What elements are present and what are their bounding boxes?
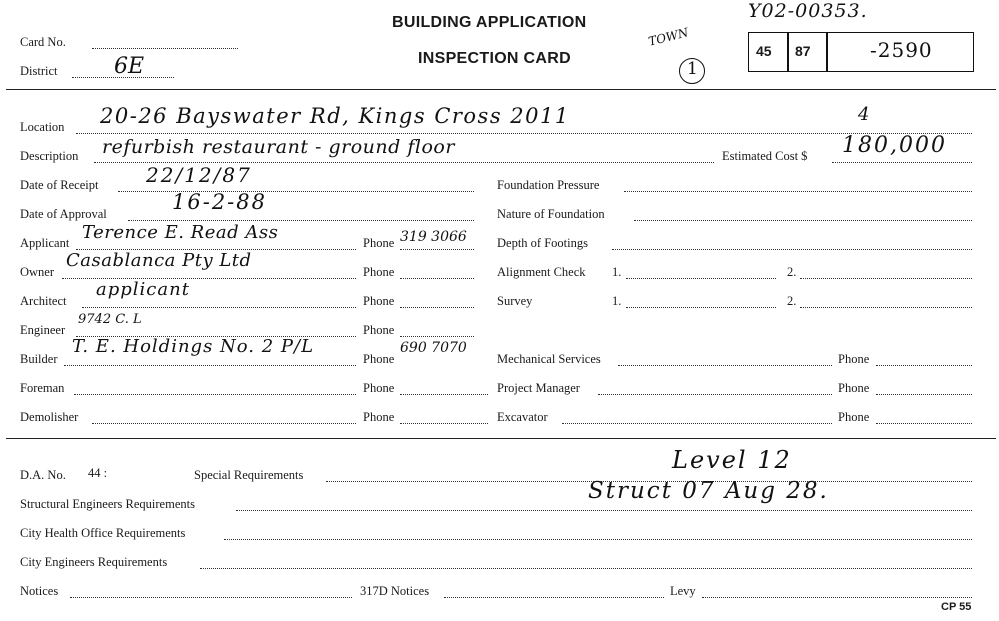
engineer-phone-field[interactable]: [400, 336, 474, 337]
form-title-line1: BUILDING APPLICATION: [392, 14, 587, 31]
reference-number-handwritten: Y02-00353.: [748, 0, 868, 22]
excavator-phone-field[interactable]: [876, 423, 972, 424]
alignment-check-label: Alignment Check: [497, 265, 586, 279]
box-cell-1: 45: [756, 43, 772, 59]
header-divider: [6, 89, 996, 90]
mechanical-services-field[interactable]: [618, 365, 832, 366]
survey-num-1: 1.: [612, 294, 622, 308]
notices-317d-label: 317D Notices: [360, 584, 430, 598]
mechanical-phone-label: Phone: [838, 352, 870, 366]
alignment-num-2: 2.: [787, 265, 797, 279]
form-code: CP 55: [941, 601, 972, 613]
survey-field-1[interactable]: [626, 307, 776, 308]
foreman-phone-label: Phone: [363, 381, 395, 395]
district-value: 6E: [114, 54, 145, 79]
da-no-value: 44 :: [88, 466, 108, 480]
architect-value: applicant: [96, 279, 190, 300]
location-value: 20-26 Bayswater Rd, Kings Cross 2011: [100, 104, 570, 128]
applicant-phone-value: 319 3066: [400, 229, 467, 245]
depth-footings-label: Depth of Footings: [497, 236, 588, 250]
applicant-phone-field[interactable]: [400, 249, 474, 250]
location-extra: 4: [858, 104, 870, 125]
excavator-phone-label: Phone: [838, 410, 870, 424]
builder-label: Builder: [20, 352, 58, 366]
special-requirements-label: Special Requirements: [194, 468, 304, 482]
notices-317d-field[interactable]: [444, 597, 664, 598]
structural-requirements-value: Struct 07 Aug 28.: [588, 478, 829, 504]
foreman-phone-field[interactable]: [400, 394, 488, 395]
form-title-line2: INSPECTION CARD: [418, 50, 571, 67]
project-manager-label: Project Manager: [497, 381, 580, 395]
owner-phone-label: Phone: [363, 265, 395, 279]
builder-phone-value: 690 7070: [400, 340, 467, 356]
demolisher-field[interactable]: [92, 423, 356, 424]
box-cell-2: 87: [795, 43, 811, 59]
district-label: District: [20, 64, 58, 78]
date-receipt-label: Date of Receipt: [20, 178, 99, 192]
project-manager-phone-label: Phone: [838, 381, 870, 395]
project-manager-field[interactable]: [598, 394, 832, 395]
notices-label: Notices: [20, 584, 59, 598]
location-label: Location: [20, 120, 65, 134]
mechanical-phone-field[interactable]: [876, 365, 972, 366]
date-approval-label: Date of Approval: [20, 207, 107, 221]
location-field[interactable]: [76, 133, 972, 134]
survey-num-2: 2.: [787, 294, 797, 308]
builder-phone-label: Phone: [363, 352, 395, 366]
demolisher-phone-label: Phone: [363, 410, 395, 424]
engineer-value: 9742 C. L: [78, 312, 142, 327]
architect-label: Architect: [20, 294, 67, 308]
box-cell-3: -2590: [870, 38, 933, 62]
owner-label: Owner: [20, 265, 55, 279]
foreman-field[interactable]: [74, 394, 356, 395]
architect-phone-field[interactable]: [400, 307, 474, 308]
alignment-num-1: 1.: [612, 265, 622, 279]
project-manager-phone-field[interactable]: [876, 394, 972, 395]
town-note: TOWN: [646, 25, 690, 49]
engineer-phone-label: Phone: [363, 323, 395, 337]
architect-phone-label: Phone: [363, 294, 395, 308]
notices-field[interactable]: [70, 597, 352, 598]
levy-field[interactable]: [702, 597, 972, 598]
builder-field[interactable]: [64, 365, 356, 366]
depth-footings-field[interactable]: [612, 249, 972, 250]
alignment-field-2[interactable]: [800, 278, 972, 279]
box-divider-2: [826, 32, 828, 72]
nature-foundation-field[interactable]: [634, 220, 972, 221]
description-value: refurbish restaurant - ground floor: [102, 136, 455, 158]
engineer-label: Engineer: [20, 323, 66, 337]
structural-requirements-field[interactable]: [236, 510, 972, 511]
city-engineers-label: City Engineers Requirements: [20, 555, 168, 569]
nature-foundation-label: Nature of Foundation: [497, 207, 605, 221]
applicant-value: Terence E. Read Ass: [82, 222, 279, 243]
foundation-pressure-label: Foundation Pressure: [497, 178, 600, 192]
owner-value: Casablanca Pty Ltd: [66, 250, 252, 271]
city-engineers-field[interactable]: [200, 568, 972, 569]
applicant-label: Applicant: [20, 236, 70, 250]
description-label: Description: [20, 149, 79, 163]
demolisher-phone-field[interactable]: [400, 423, 488, 424]
special-requirements-value: Level 12: [672, 446, 792, 474]
levy-label: Levy: [670, 584, 696, 598]
foundation-pressure-field[interactable]: [624, 191, 972, 192]
excavator-label: Excavator: [497, 410, 548, 424]
date-receipt-value: 22/12/87: [146, 163, 252, 187]
builder-value: T. E. Holdings No. 2 P/L: [72, 336, 315, 357]
health-requirements-field[interactable]: [224, 539, 972, 540]
health-requirements-label: City Health Office Requirements: [20, 526, 186, 540]
date-approval-field[interactable]: [128, 220, 474, 221]
card-no-field[interactable]: [92, 48, 238, 49]
excavator-field[interactable]: [562, 423, 832, 424]
mechanical-services-label: Mechanical Services: [497, 352, 601, 366]
applicant-phone-label: Phone: [363, 236, 395, 250]
owner-phone-field[interactable]: [400, 278, 474, 279]
foreman-label: Foreman: [20, 381, 65, 395]
da-no-label: D.A. No.: [20, 468, 66, 482]
architect-field[interactable]: [82, 307, 356, 308]
date-approval-value: 16-2-88: [172, 190, 267, 214]
card-number-box: [748, 32, 974, 72]
town-number: 1: [687, 59, 698, 79]
estimated-cost-field[interactable]: [832, 162, 972, 163]
demolisher-label: Demolisher: [20, 410, 79, 424]
alignment-field-1[interactable]: [626, 278, 776, 279]
card-no-label: Card No.: [20, 35, 66, 49]
box-divider-1: [787, 32, 789, 72]
estimated-cost-value: 180,000: [842, 133, 947, 158]
estimated-cost-label: Estimated Cost $: [722, 149, 808, 163]
survey-field-2[interactable]: [800, 307, 972, 308]
structural-requirements-label: Structural Engineers Requirements: [20, 497, 195, 511]
section-divider: [6, 438, 996, 439]
survey-label: Survey: [497, 294, 533, 308]
